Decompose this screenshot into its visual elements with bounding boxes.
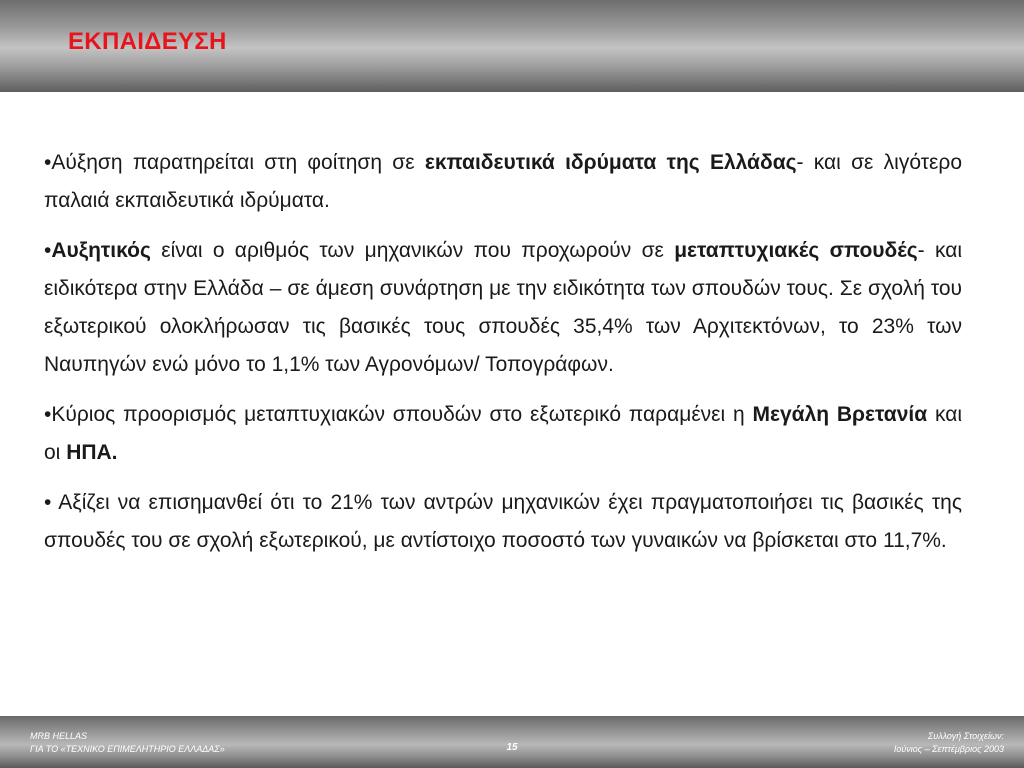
bullet-4-segment-1: • Αξίζει να επισημανθεί ότι το 21% των αντρών μηχανικών έχει πραγματοποιήσει τις βασικές της σπουδές του σε σχολή εξωτερικού, με αντίστοιχο ποσοστό των γυναικών να βρίσκεται στο 11,7%. xyxy=(44,491,962,552)
slide-header-bar xyxy=(0,0,1024,92)
bullet-1-segment-1: •Αύξηση παρατηρείται στη φοίτηση σε xyxy=(44,151,425,174)
bullet-3-segment-3: και οι xyxy=(44,403,962,464)
footer-company: MRB HELLAS xyxy=(30,731,88,741)
bullet-1-segment-3: - και σε λιγότερο παλαιά εκπαιδευτικά ιδρύματα. xyxy=(44,151,963,212)
bullet-2-segment-2: Αυξητικός xyxy=(51,239,151,262)
bullet-3-segment-1: •Κύριος προορισμός μεταπτυχιακών σπουδών στο εξωτερικό παραμένει η xyxy=(44,403,753,426)
bullet-paragraph-4 xyxy=(44,484,962,560)
bullet-2-segment-1: • xyxy=(44,239,52,262)
bullet-3-segment-2: Μεγάλη Βρετανία xyxy=(752,403,928,426)
slide-body xyxy=(44,144,962,572)
bullet-paragraph-1 xyxy=(44,144,962,220)
bullet-1-segment-2: εκπαιδευτικά ιδρύματα της Ελλάδας xyxy=(424,151,797,174)
bullet-paragraph-2 xyxy=(44,232,962,384)
footer-client: ΓΙΑ ΤΟ «ΤΕΧΝΙΚΟ ΕΠΙΜΕΛΗΤΗΡΙΟ ΕΛΛΑΔΑΣ» xyxy=(30,744,225,754)
page-number: 15 xyxy=(506,742,518,753)
footer-collection-dates: Ιούνιος – Σεπτέμβριος 2003 xyxy=(893,744,1004,754)
bullet-2-segment-5: - και ειδικότερα στην Ελλάδα – σε άμεση συνάρτηση με την ειδικότητα των σπουδών τους. Σε σχολή του εξωτερικού ολοκλήρωσαν τις βασικές τους σπουδές 35,4% των Αρχιτεκτόνων, το 23% των Ναυπηγών ενώ μόνο το 1,1% των Αγρονόμων/ Τοπογράφων. xyxy=(44,239,962,376)
bullet-2-segment-3: είναι ο αριθμός των μηχανικών που προχωρούν σε xyxy=(150,239,675,262)
slide-title: ΕΚΠΑΙΔΕΥΣΗ xyxy=(68,28,227,55)
footer-collection-period xyxy=(894,730,1004,756)
bullet-3-segment-4: ΗΠΑ. xyxy=(66,441,118,464)
footer-collection-label: Συλλογή Στοιχείων: xyxy=(927,731,1004,741)
bullet-paragraph-3 xyxy=(44,396,962,472)
bullet-2-segment-4: μεταπτυχιακές σπουδές xyxy=(674,239,918,262)
slide-footer-bar xyxy=(0,716,1024,768)
